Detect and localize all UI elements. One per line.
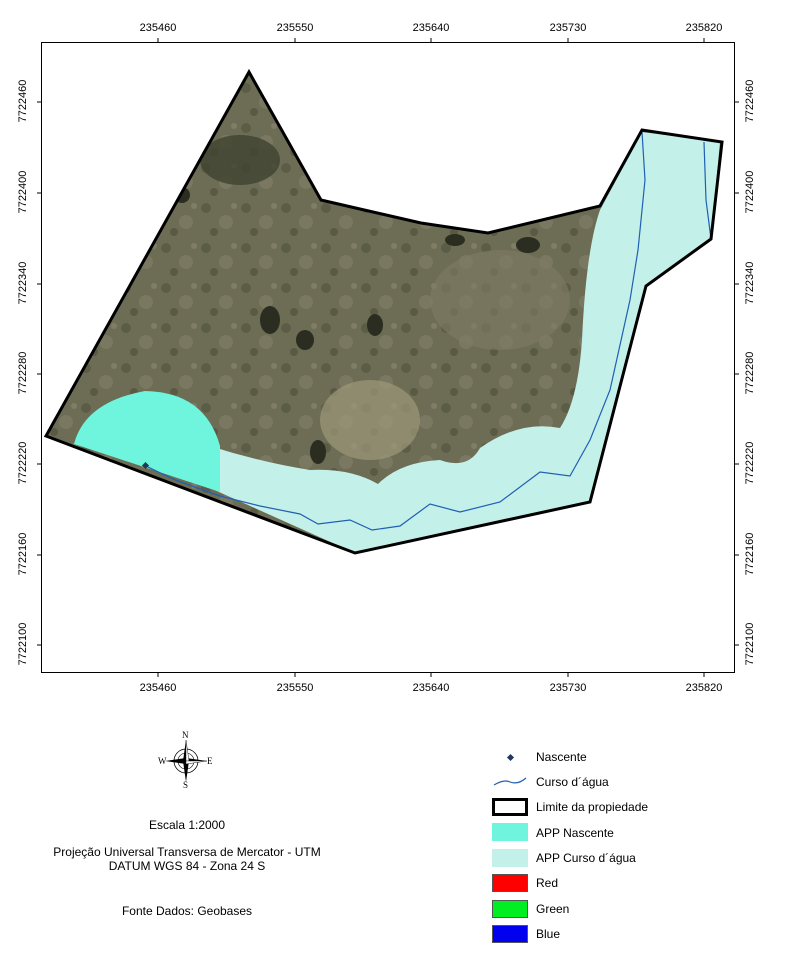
y-tick-right: 7722280 [744, 351, 756, 395]
y-tick-left: 7722100 [17, 622, 29, 666]
x-tick-top: 235730 [549, 22, 587, 34]
legend-green-swatch [492, 900, 528, 918]
y-tick-left: 7722400 [17, 170, 29, 214]
y-tick-left: 7722280 [17, 351, 29, 395]
legend-red-swatch [492, 874, 528, 892]
x-tick-top: 235550 [276, 22, 314, 34]
legend-limite-swatch [492, 798, 528, 816]
scale-text: Escala 1:2000 [148, 818, 226, 832]
x-tick-bottom: 235820 [685, 682, 723, 694]
south-label: S [183, 780, 189, 790]
projection-line1: Projeção Universal Transversa de Mercator - UTM [53, 845, 321, 859]
legend-label: Curso d´água [536, 775, 609, 789]
north-label: N [182, 730, 189, 740]
x-tick-bottom: 235640 [412, 682, 450, 694]
x-tick-top: 235820 [685, 22, 723, 34]
legend-label: Green [536, 902, 570, 916]
legend-blue-swatch [492, 925, 528, 943]
west-label: W [158, 756, 167, 766]
projection-line2: DATUM WGS 84 - Zona 24 S [108, 859, 266, 873]
y-tick-left: 7722460 [17, 79, 29, 123]
y-tick-left: 7722160 [17, 532, 29, 576]
legend-label: APP Curso d´água [536, 851, 636, 865]
y-tick-left: 7722220 [17, 441, 29, 485]
x-tick-bottom: 235550 [276, 682, 314, 694]
y-tick-right: 7722400 [744, 170, 756, 214]
legend-curso-symbol [492, 773, 528, 791]
y-tick-right: 7722220 [744, 441, 756, 485]
legend-nascente-symbol [492, 748, 528, 766]
legend-app-nascente-swatch [492, 823, 528, 841]
source-text: Fonte Dados: Geobases [121, 904, 253, 918]
legend-label: Blue [536, 927, 561, 941]
y-tick-right: 7722160 [744, 532, 756, 576]
y-tick-right: 7722340 [744, 261, 756, 305]
legend-label: Nascente [536, 750, 587, 764]
x-tick-bottom: 235460 [139, 682, 177, 694]
legend-label: APP Nascente [536, 826, 614, 840]
y-tick-right: 7722460 [744, 79, 756, 123]
legend-label: Red [536, 876, 559, 890]
x-tick-top: 235640 [412, 22, 450, 34]
y-tick-right: 7722100 [744, 622, 756, 666]
legend-app-curso-swatch [492, 849, 528, 867]
x-tick-bottom: 235730 [549, 682, 587, 694]
x-tick-top: 235460 [139, 22, 177, 34]
east-label: E [207, 756, 213, 766]
y-tick-left: 7722340 [17, 261, 29, 305]
legend-label: Limite da propiedade [536, 800, 649, 814]
